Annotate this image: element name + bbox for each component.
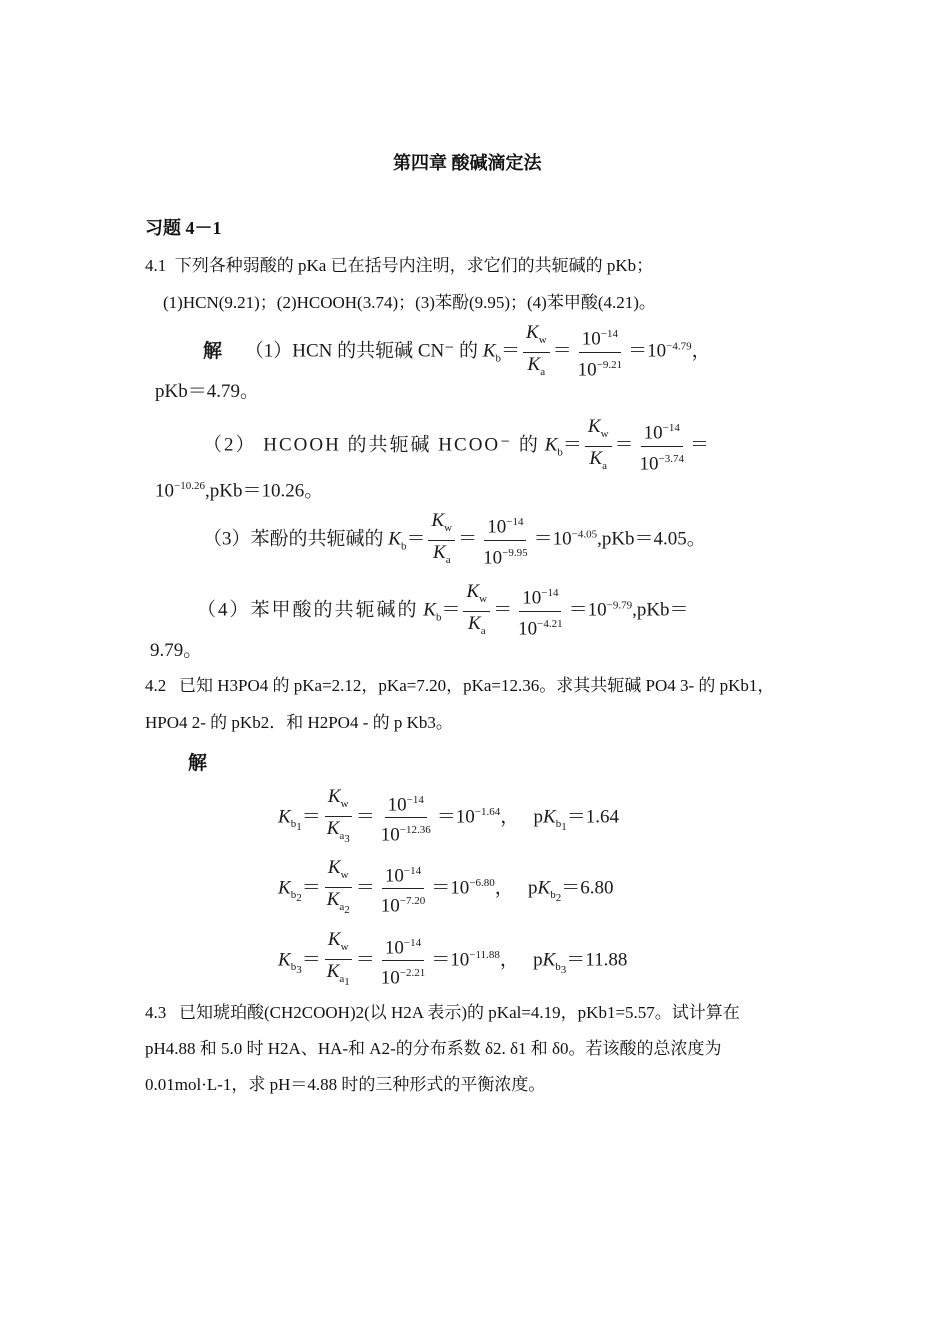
solution-4-1-part1: 解 （1）HCN 的共轭碱 CN⁻ 的 $K_b=$ $\frac{K_w}{K_a}$ ＝ $\frac{10^{-14}}{10^{-9.21}}$ $=10^{-4.79}$， [203, 322, 711, 381]
solution-4-2-row: $K_{b_3}=$ $\frac{K_w}{K_{a_1}}$ ＝ $\frac{10^{-14}}{10^{-2.21}}$ $=10^{-11.88}$， $pK_{b_3}=11.88$ [278, 929, 628, 989]
solution-text: （2） HCOOH 的共轭碱 HCOO⁻ 的 [203, 434, 540, 456]
exp-num: −14 [600, 328, 619, 341]
solution-4-1-part1-pkb: pKb＝4.79。 [155, 381, 259, 402]
solution-label-4-2: 解 [188, 753, 208, 774]
exp-den: −4.21 [537, 617, 563, 630]
question-4-2 [145, 676, 774, 696]
exp-result: −4.05 [571, 528, 598, 541]
question-4-3-line2: pH4.88 和 5.0 时 H2A、HA-和 A2-的分布系数 δ2. δ1 和 δ0。若该酸的总浓度为 [145, 1039, 722, 1058]
solution-4-1-part3: （3）苯酚的共轭碱的 $K_b=$ $\frac{K_w}{K_a}$ ＝ $\frac{10^{-14}}{10^{-9.95}}$ $=10^{-4.05},pKb=4.05$。 [203, 510, 706, 569]
question-4-3-line3: 0.01mol·L-1，求 pH＝4.88 时的三种形式的平衡浓度。 [145, 1075, 546, 1094]
sub-a: 1 [344, 975, 350, 988]
pkb-value: 6.80 [580, 877, 614, 899]
exp-result: −6.80 [469, 876, 495, 889]
sub-b: 3 [560, 964, 567, 977]
exp-result: −1.64 [474, 805, 501, 818]
exp-num: −14 [406, 794, 424, 807]
exp-result: −10.26 [174, 480, 205, 492]
solution-text: （1）HCN 的共轭碱 CN⁻ 的 [244, 340, 479, 362]
sub-b: 1 [561, 821, 567, 834]
sub-b: 2 [296, 892, 302, 905]
question-4-3 [145, 1003, 740, 1023]
section-title: 习题 4－1 [145, 218, 222, 238]
chapter-title: 第四章 酸碱滴定法 [393, 153, 542, 173]
sub-b: 1 [296, 821, 302, 834]
solution-4-1-part4: （4）苯甲酸的共轭碱的 $K_b=$ $\frac{K_w}{K_a}$ ＝ $\frac{10^{-14}}{10^{-4.21}}$ $=10^{-9.79},pKb=$ [197, 581, 689, 640]
question-number: 4.1 [145, 256, 167, 275]
solution-4-1-part2-result: $10^{-10.26},pKb=10.26$。 [155, 480, 324, 502]
exp-result: −11.88 [469, 948, 500, 961]
exp-den: −2.21 [399, 967, 426, 980]
exp-num: −14 [662, 422, 680, 435]
question-text: 已知琥珀酸(CH2COOH)2(以 H2A 表示)的 pKal=4.19，pKb1=5.57。试计算在 [179, 1003, 740, 1022]
pkb-value: ,pKb＝4.05。 [597, 528, 706, 550]
question-4-1 [145, 256, 653, 276]
question-number: 4.3 [145, 1003, 167, 1022]
solution-4-2-row: $K_{b_1}=$ $\frac{K_w}{K_{a_3}}$ ＝ $\frac{10^{-14}}{10^{-12.36}}$ $=10^{-1.64}$， $pK_{b_1}=1.64$ [278, 786, 619, 846]
exp-den: −7.20 [399, 895, 426, 908]
pkb-lead: ,pKb＝ [632, 599, 689, 621]
sub-b: 3 [296, 964, 302, 977]
exp-num: −14 [506, 516, 524, 529]
exp-den: −9.21 [596, 358, 623, 371]
exp-den: −9.95 [502, 546, 528, 559]
question-4-2-line2: HPO4 2- 的 pKb2．和 H2PO4 - 的 p Kb3。 [145, 713, 453, 732]
solution-text: （4）苯甲酸的共轭碱的 [197, 599, 419, 621]
question-4-1-items: (1)HCN(9.21)；(2)HCOOH(3.74)；(3)苯酚(9.95)；(4)苯甲酸(4.21)。 [163, 293, 656, 312]
solution-4-1-part2: （2） HCOOH 的共轭碱 HCOO⁻ 的 $K_b=$ $\frac{K_w}{K_a}$ ＝ $\frac{10^{-14}}{10^{-3.74}}$ ＝ [203, 416, 710, 475]
exp-result: −4.79 [666, 340, 692, 353]
exp-num: −14 [403, 937, 422, 950]
exp-result: −9.79 [606, 599, 633, 612]
solution-4-1-part4-pkb: 9.79。 [150, 640, 203, 661]
pkb-value: 1.64 [585, 806, 619, 828]
sub-a: 2 [344, 903, 350, 916]
question-text: 已知 H3PO4 的 pKa=2.12，pKa=7.20，pKa=12.36。求其共轭碱 PO4 3- 的 pKb1， [179, 676, 775, 695]
question-text: 下列各种弱酸的 pKa 已在括号内注明，求它们的共轭碱的 pKb； [174, 256, 654, 275]
exp-den: −12.36 [399, 824, 431, 837]
exp-num: −14 [541, 587, 559, 600]
sub-b: 2 [555, 892, 562, 905]
pkb-value: 11.88 [585, 949, 628, 971]
solution-4-2-row: $K_{b_2}=$ $\frac{K_w}{K_{a_2}}$ ＝ $\frac{10^{-14}}{10^{-7.20}}$ $=10^{-6.80}$， $pK_{b_2}=6.80$ [278, 857, 614, 917]
solution-text: （3）苯酚的共轭碱的 [203, 528, 384, 550]
exp-num: −14 [403, 865, 422, 878]
pkb-value: ,pKb＝10.26。 [204, 480, 324, 502]
sub-a: 3 [344, 832, 350, 845]
question-number: 4.2 [145, 676, 167, 695]
exp-den: −3.74 [658, 452, 685, 465]
solution-label: 解 [203, 340, 223, 362]
